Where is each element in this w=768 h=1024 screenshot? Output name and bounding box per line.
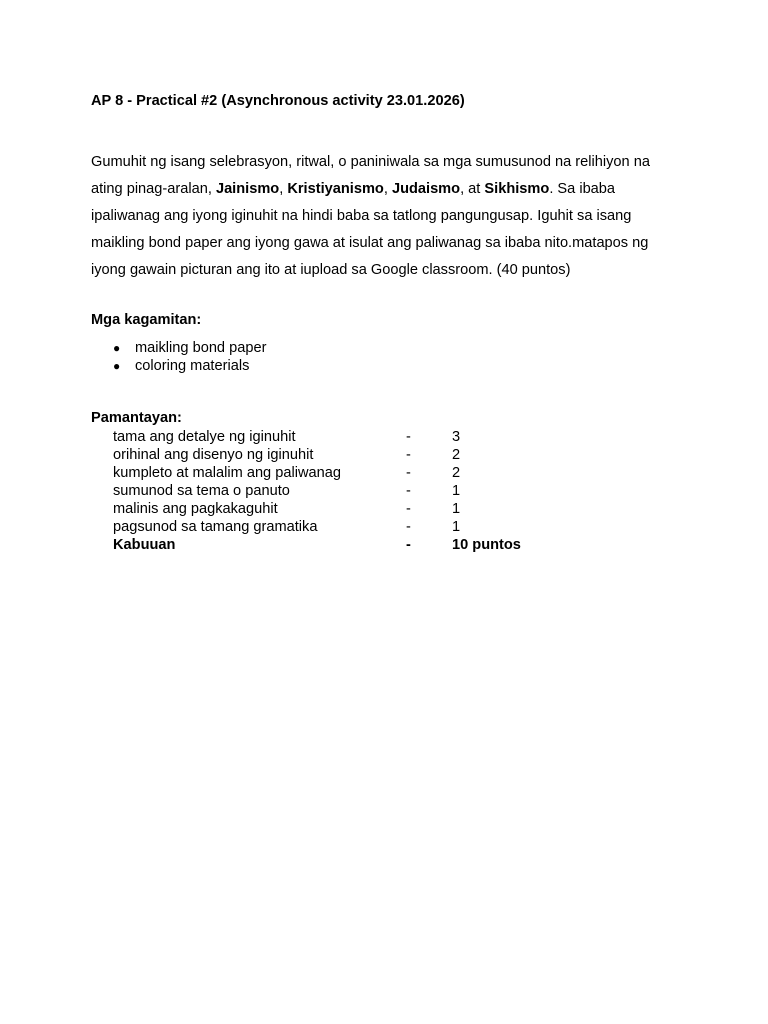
criteria-total-row [113, 536, 573, 554]
separator-2: , [383, 181, 392, 197]
instructions-line-4: maikling bond paper ang iyong gawa at isulat ang paliwanag sa ibaba nito.matapos ng [91, 235, 649, 251]
criteria-points: 3 [452, 429, 461, 445]
list-item [113, 357, 266, 375]
instructions-line-2-suffix: . Sa ibaba [549, 181, 616, 197]
criteria-points: 2 [452, 447, 461, 463]
criteria-dash: - [406, 429, 411, 445]
religion-jainismo: Jainismo [215, 181, 280, 197]
criteria-dash: - [406, 519, 411, 535]
material-item-label: coloring materials [135, 358, 250, 374]
instructions-line-5: iyong gawain picturan ang ito at iupload sa Google classroom. (40 puntos) [91, 262, 571, 278]
instructions-line-1: Gumuhit ng isang selebrasyon, ritwal, o paniniwala sa mga sumusunod na relihiyon na [91, 154, 650, 170]
religion-judaismo: Judaismo [391, 181, 461, 197]
instructions-line-2-prefix: ating pinag-aralan, [91, 181, 216, 197]
separator-3: , at [460, 181, 485, 197]
criteria-points: 1 [452, 483, 461, 499]
criteria-dash: - [406, 501, 411, 517]
document-title: AP 8 - Practical #2 (Asynchronous activity 23.01.2026) [91, 93, 465, 109]
criteria-points: 2 [452, 465, 461, 481]
criteria-row [113, 446, 573, 464]
criteria-label: malinis ang pagkakaguhit [113, 501, 278, 517]
criteria-label: tama ang detalye ng iginuhit [113, 429, 296, 445]
instructions-line-3: ipaliwanag ang iyong iginuhit na hindi baba sa tatlong pangungusap. Iguhit sa isang [91, 208, 632, 224]
criteria-label: orihinal ang disenyo ng iginuhit [113, 447, 314, 463]
bullet-icon: ● [113, 341, 121, 355]
separator-1: , [279, 181, 288, 197]
material-item-label: maikling bond paper [135, 340, 267, 356]
criteria-dash: - [406, 447, 411, 463]
bullet-icon: ● [113, 359, 121, 373]
criteria-heading: Pamantayan: [91, 410, 182, 426]
criteria-label: kumpleto at malalim ang paliwanag [113, 465, 341, 481]
religion-kristiyanismo: Kristiyanismo [287, 181, 384, 197]
religion-sikhismo: Sikhismo [484, 181, 550, 197]
criteria-row [113, 482, 573, 500]
criteria-label: pagsunod sa tamang gramatika [113, 519, 318, 535]
criteria-dash: - [406, 465, 411, 481]
criteria-label: sumunod sa tema o panuto [113, 483, 290, 499]
criteria-row [113, 428, 573, 446]
criteria-points: 1 [452, 519, 461, 535]
criteria-row [113, 464, 573, 482]
criteria-row [113, 518, 573, 536]
instructions-paragraph [91, 149, 691, 284]
criteria-total-label: Kabuuan [113, 537, 176, 553]
materials-list [113, 339, 266, 375]
criteria-total-dash: - [406, 537, 411, 553]
materials-heading: Mga kagamitan: [91, 312, 202, 328]
criteria-dash: - [406, 483, 411, 499]
criteria-total-points: 10 puntos [452, 537, 521, 553]
criteria-table [113, 428, 573, 554]
criteria-row [113, 500, 573, 518]
instructions-line-2 [91, 176, 691, 203]
list-item [113, 339, 266, 357]
criteria-points: 1 [452, 501, 461, 517]
